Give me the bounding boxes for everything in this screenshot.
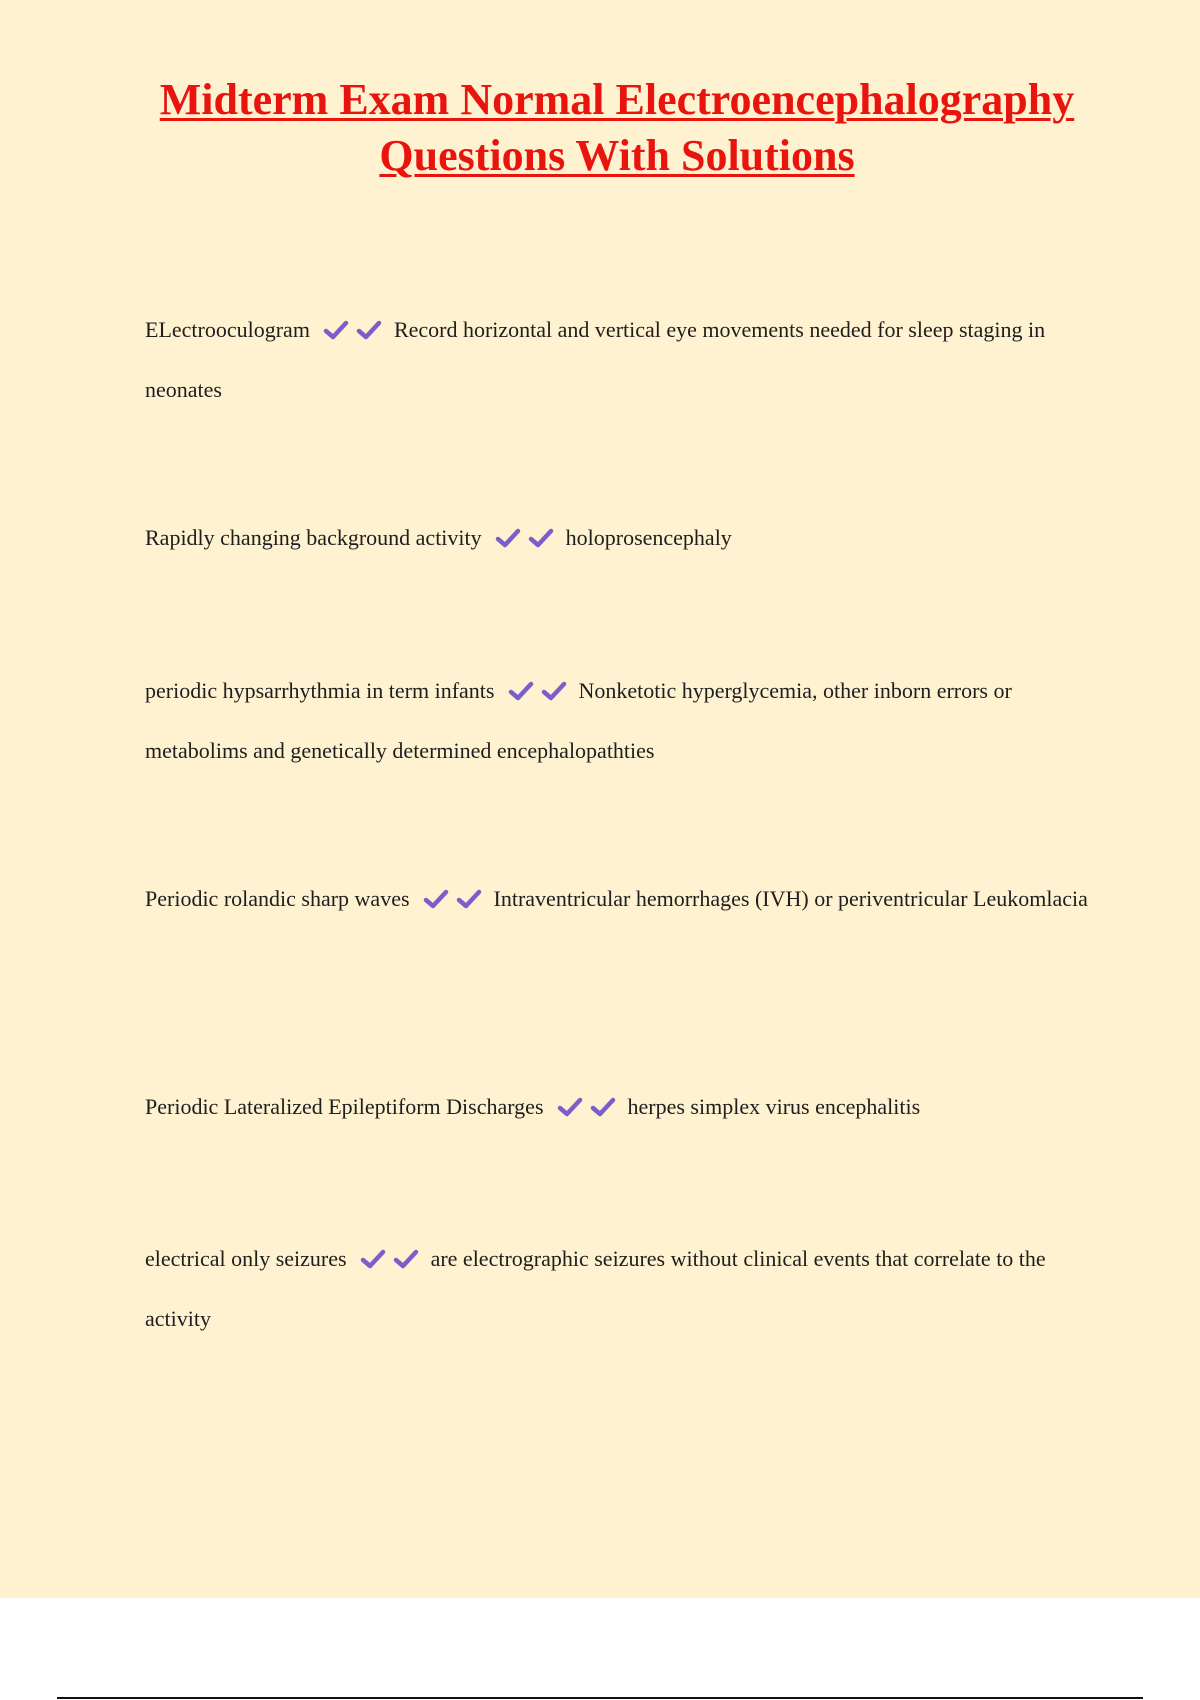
document-title: Midterm Exam Normal Electroencephalography Questions With Solutions xyxy=(159,75,1075,180)
qa-item xyxy=(145,661,1090,781)
checkmark-icon xyxy=(557,1097,583,1117)
checkmark-icon xyxy=(528,528,554,548)
checkmark-icon xyxy=(508,681,534,701)
answer-text: Nonketotic hyperglycemia, other inborn errors or metabolims and genetically determined encephalopathties xyxy=(145,678,1012,763)
page-divider xyxy=(57,1697,1143,1699)
answer-text: Intraventricular hemorrhages (IVH) or periventricular Leukomlacia xyxy=(493,886,1088,911)
answer-text: holoprosencephaly xyxy=(565,525,732,550)
qa-item xyxy=(145,1077,1090,1137)
answer-text: herpes simplex virus encephalitis xyxy=(627,1094,921,1119)
qa-item xyxy=(145,508,1090,568)
question-term: Periodic Lateralized Epileptiform Discharges xyxy=(145,1094,544,1119)
checkmark-icon xyxy=(541,681,567,701)
checkmark-icon xyxy=(323,320,349,340)
answer-marker xyxy=(557,1077,616,1137)
question-term: ELectrooculogram xyxy=(145,317,310,342)
answer-text: Record horizontal and vertical eye movements needed for sleep staging in neonates xyxy=(145,317,1046,402)
qa-item xyxy=(145,300,1090,420)
answer-marker xyxy=(323,300,382,360)
checkmark-icon xyxy=(423,889,449,909)
answer-marker xyxy=(423,869,482,929)
checkmark-icon xyxy=(456,889,482,909)
answer-marker xyxy=(508,661,567,721)
checkmark-icon xyxy=(360,1249,386,1269)
checkmark-icon xyxy=(590,1097,616,1117)
question-term: Periodic rolandic sharp waves xyxy=(145,886,410,911)
question-term: electrical only seizures xyxy=(145,1246,347,1271)
question-term: Rapidly changing background activity xyxy=(145,525,482,550)
checkmark-icon xyxy=(495,528,521,548)
answer-text: are electrographic seizures without clinical events that correlate to the activity xyxy=(145,1246,1046,1331)
answer-marker xyxy=(495,508,554,568)
question-term: periodic hypsarrhythmia in term infants xyxy=(145,678,495,703)
checkmark-icon xyxy=(393,1249,419,1269)
answer-marker xyxy=(360,1229,419,1289)
qa-item xyxy=(145,869,1090,929)
checkmark-icon xyxy=(356,320,382,340)
qa-item xyxy=(145,1229,1090,1349)
